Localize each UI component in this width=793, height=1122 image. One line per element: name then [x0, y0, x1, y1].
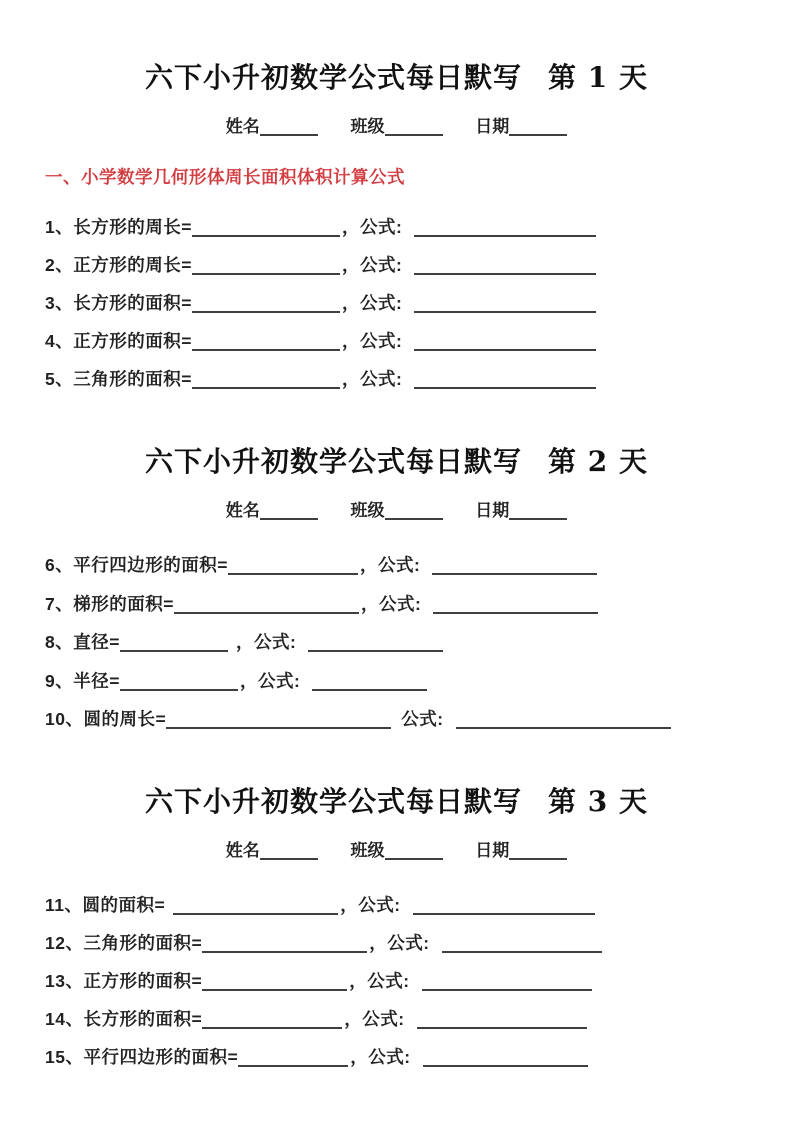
formula-blank: [308, 634, 443, 652]
class-field-blank: [385, 842, 443, 860]
class-field-label: 班级: [350, 841, 385, 860]
formula-label: ，公式:: [341, 255, 403, 275]
item-number: 1、: [45, 217, 74, 237]
name-field-blank: [260, 842, 318, 860]
worksheet-item-6: [45, 546, 748, 585]
title-text: 六下小升初数学公式每日默写: [145, 785, 523, 818]
item-number: 6、: [45, 555, 74, 575]
answer-blank: [202, 935, 367, 953]
class-field: [351, 841, 443, 860]
item-label: 半径=: [73, 670, 120, 691]
item-list: [45, 886, 748, 1076]
answer-blank: [192, 257, 340, 275]
formula-blank: [414, 257, 596, 275]
formula-label: ，公式:: [350, 1047, 411, 1067]
formula-label: ，公式:: [341, 293, 403, 313]
item-label: 正方形的面积=: [73, 331, 192, 351]
name-field-blank: [260, 502, 318, 520]
worksheet-item-9: [45, 662, 748, 701]
formula-blank: [414, 219, 596, 237]
red-section-heading: 一、小学数学几何形体周长面积体积计算公式: [45, 167, 405, 187]
item-number: 4、: [45, 331, 74, 351]
section-title: [0, 60, 793, 96]
item-number: 9、: [45, 670, 74, 691]
answer-blank: [192, 219, 340, 237]
worksheet-item-12: [45, 924, 748, 962]
item-label: 平行四边形的面积=: [73, 555, 228, 575]
item-number: 11、: [45, 895, 83, 915]
answer-blank: [238, 1049, 348, 1067]
worksheet-item-10: [45, 700, 748, 739]
name-field: [226, 501, 318, 520]
item-number: 2、: [45, 255, 74, 275]
formula-label: ，公式:: [239, 670, 301, 691]
item-number: 10、: [45, 709, 84, 729]
name-field-label: 姓名: [225, 501, 260, 520]
formula-label: ，公式:: [341, 331, 403, 351]
formula-label: ，公式:: [369, 933, 430, 953]
formula-blank: [422, 973, 592, 991]
formula-label: ，公式:: [341, 369, 403, 389]
item-number: 14、: [45, 1009, 84, 1029]
name-field-label: 姓名: [225, 841, 260, 860]
worksheet-item-1: [45, 208, 748, 246]
item-label: 长方形的周长=: [73, 217, 192, 237]
worksheet-item-3: [45, 284, 748, 322]
formula-label: ，公式:: [341, 217, 403, 237]
day-label: 第 2 天: [548, 445, 648, 478]
date-field-label: 日期: [475, 501, 510, 520]
item-label: 圆的周长=: [83, 709, 167, 729]
item-number: 13、: [45, 971, 84, 991]
item-label: 三角形的面积=: [73, 369, 192, 389]
item-number: 5、: [45, 369, 74, 389]
title-text: 六下小升初数学公式每日默写: [145, 445, 523, 478]
worksheet-item-5: [45, 360, 748, 398]
formula-label: ，公式:: [344, 1009, 405, 1029]
name-field-label: 姓名: [225, 117, 260, 136]
student-info-line: [0, 500, 793, 522]
class-field: [351, 117, 443, 136]
date-field-blank: [509, 842, 567, 860]
answer-blank: [192, 371, 340, 389]
worksheet-section-day3: [0, 784, 793, 1076]
name-field: [226, 841, 318, 860]
worksheet-item-14: [45, 1000, 748, 1038]
item-label: 平行四边形的面积=: [83, 1047, 239, 1067]
answer-blank: [192, 333, 340, 351]
item-label: 梯形的面积=: [73, 593, 174, 614]
formula-blank: [414, 333, 596, 351]
item-list: [45, 546, 748, 739]
title-text: 六下小升初数学公式每日默写: [145, 61, 523, 94]
worksheet-item-4: [45, 322, 748, 360]
item-label: 正方形的面积=: [83, 971, 203, 991]
item-number: 3、: [45, 293, 74, 313]
day-label: 第 3 天: [548, 785, 648, 818]
item-number: 7、: [45, 593, 74, 614]
worksheet-section-day1: [0, 60, 793, 398]
formula-blank: [423, 1049, 588, 1067]
date-field-blank: [509, 118, 567, 136]
day-label: 第 1 天: [548, 61, 648, 94]
formula-blank: [432, 557, 597, 575]
item-label: 正方形的周长=: [73, 255, 192, 275]
item-number: 15、: [45, 1047, 84, 1067]
answer-blank: [120, 673, 238, 691]
answer-blank: [120, 634, 228, 652]
class-field-blank: [385, 118, 443, 136]
formula-blank: [414, 295, 596, 313]
answer-blank: [166, 711, 391, 729]
item-number: 12、: [45, 933, 84, 953]
item-label: 长方形的面积=: [83, 1009, 203, 1029]
worksheet-item-2: [45, 246, 748, 284]
date-field: [475, 117, 567, 136]
answer-blank: [192, 295, 340, 313]
class-field-blank: [385, 502, 443, 520]
date-field-label: 日期: [475, 117, 510, 136]
item-label: 长方形的面积=: [73, 293, 192, 313]
item-label: 三角形的面积=: [83, 933, 203, 953]
formula-label: 公式:: [401, 709, 444, 729]
class-field-label: 班级: [350, 501, 385, 520]
worksheet-item-11: [45, 886, 748, 924]
section-title: [0, 444, 793, 480]
formula-label: ，公式:: [359, 555, 421, 575]
date-field-blank: [509, 502, 567, 520]
worksheet-item-13: [45, 962, 748, 1000]
worksheet-item-15: [45, 1038, 748, 1076]
section-title: [0, 784, 793, 820]
formula-blank: [456, 711, 671, 729]
date-field-label: 日期: [475, 841, 510, 860]
answer-blank: [174, 596, 359, 614]
worksheet-item-7: [45, 585, 748, 624]
formula-blank: [312, 673, 427, 691]
formula-label: ，公式:: [340, 895, 401, 915]
formula-blank: [433, 596, 598, 614]
date-field: [475, 501, 567, 520]
class-field: [351, 501, 443, 520]
name-field: [226, 117, 318, 136]
date-field: [475, 841, 567, 860]
worksheet-item-8: [45, 623, 748, 662]
worksheet-section-day2: [0, 444, 793, 739]
student-info-line: [0, 840, 793, 862]
formula-label: ，公式:: [349, 971, 410, 991]
answer-blank: [173, 897, 338, 915]
class-field-label: 班级: [350, 117, 385, 136]
formula-blank: [442, 935, 602, 953]
formula-label: ，公式:: [235, 632, 297, 652]
item-number: 8、: [45, 632, 74, 652]
formula-blank: [413, 897, 595, 915]
answer-blank: [202, 973, 347, 991]
formula-blank: [414, 371, 596, 389]
item-list: [45, 208, 748, 398]
answer-blank: [202, 1011, 342, 1029]
student-info-line: [0, 116, 793, 138]
formula-blank: [417, 1011, 587, 1029]
name-field-blank: [260, 118, 318, 136]
item-label: 直径=: [73, 632, 120, 652]
item-label: 圆的面积=: [82, 895, 166, 915]
formula-label: ，公式:: [360, 593, 422, 614]
answer-blank: [228, 557, 358, 575]
